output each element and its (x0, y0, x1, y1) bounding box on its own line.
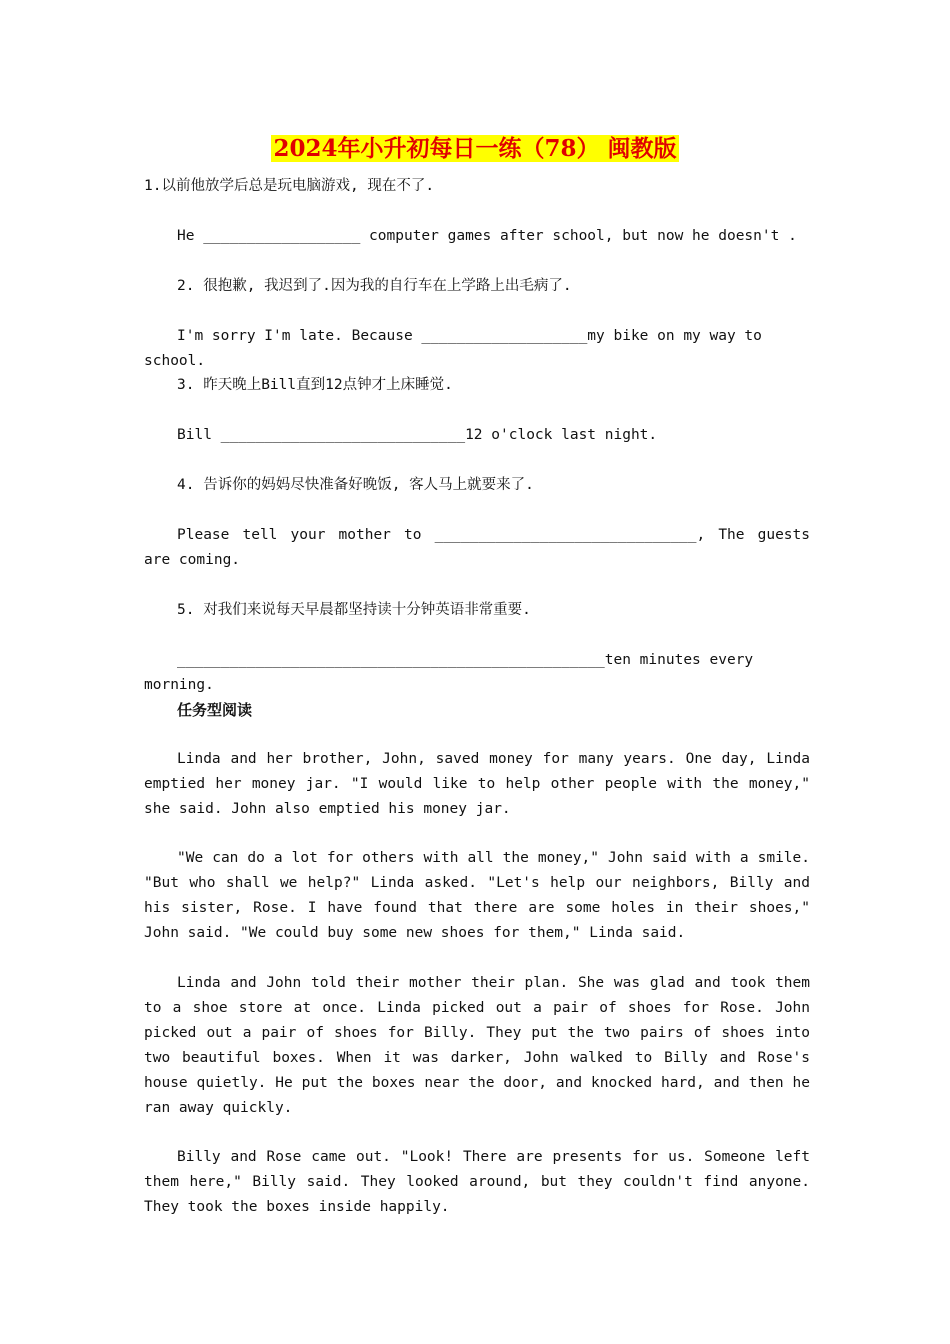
question-5-prompt: 5. 对我们来说每天早晨都坚持读十分钟英语非常重要. (177, 602, 531, 618)
question-4-prompt: 4. 告诉你的妈妈尽快准备好晚饭, 客人马上就要来了. (177, 477, 534, 493)
question-4-answer: Please tell your mother to ______________________________, The guests are coming. (144, 527, 819, 568)
question-3-prompt: 3. 昨天晚上Bill直到12点钟才上床睡觉. (177, 377, 453, 393)
question-2-answer: I'm sorry I'm late. Because ___________________my bike on my way to school. (144, 328, 771, 369)
document-title (0, 133, 950, 165)
reading-paragraph-2: "We can do a lot for others with all the money," John said with a smile. "But who shall we help?" Linda asked. "Let's help our neighbors, Billy and his sister, Rose. I have found that there are some holes in their shoes," John said. "We could buy some new shoes for them," Linda said. (144, 850, 819, 941)
question-3-answer: Bill ____________________________12 o'clock last night. (177, 427, 658, 443)
question-2-prompt: 2. 很抱歉, 我迟到了.因为我的自行车在上学路上出毛病了. (177, 278, 572, 294)
question-1-prompt: 1.以前他放学后总是玩电脑游戏, 现在不了. (144, 178, 435, 194)
reading-paragraph-4: Billy and Rose came out. "Look! There are presents for us. Someone left them here," Billy said. They looked around, but they couldn't find anyone. They took the boxes inside happily. (144, 1149, 819, 1215)
section-heading: 任务型阅读 (177, 701, 253, 719)
reading-paragraph-3: Linda and John told their mother their plan. She was glad and took them to a shoe store at once. Linda picked out a pair of shoes for Rose. John picked out a pair of shoes for Billy. They put the two pairs of shoes into two beautiful boxes. When it was darker, John walked to Billy and Rose's house quietly. He put the boxes near the door, and knocked hard, and then he ran away quickly. (144, 975, 819, 1116)
title-text: 2024年小升初每日一练（78） 闽教版 (273, 135, 677, 162)
question-5-answer: _________________________________________________ten minutes every morning. (144, 652, 762, 693)
reading-paragraph-1: Linda and her brother, John, saved money for many years. One day, Linda emptied her money jar. "I would like to help other people with the money," she said. John also emptied his money jar. (144, 751, 819, 817)
question-1-answer: He __________________ computer games after school, but now he doesn't . (177, 228, 797, 244)
